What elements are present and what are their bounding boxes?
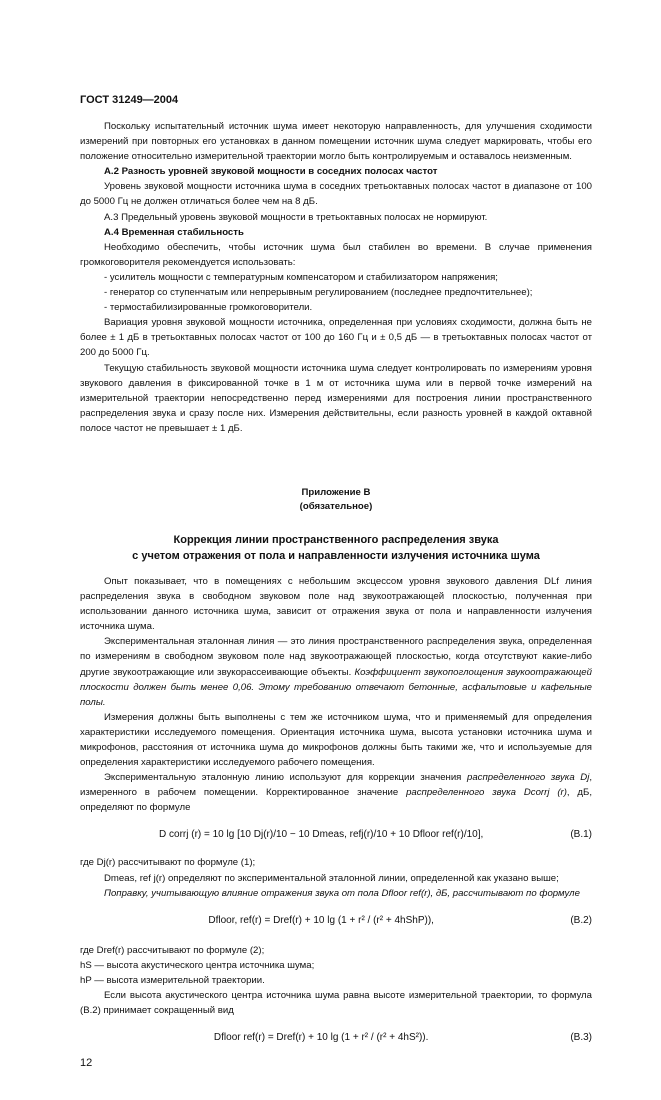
list-item: - усилитель мощности с температурным компенсатором и стабилизатором напряжения; [104,271,498,283]
paragraph: Уровень звуковой мощности источника шума в соседних третьоктавных полосах частот в диапазоне от 100 до 5000 Гц не должен отличаться более чем на 8 дБ. [80,181,592,208]
appendix-a-continued [80,119,592,436]
document-header: ГОСТ 31249—2004 [80,94,179,106]
page-number: 12 [80,1057,93,1070]
formula-b3 [80,1030,592,1046]
paragraph: А.3 Предельный уровень звуковой мощности в третьоктавных полосах не нормируют. [104,211,488,223]
formula-text: D corrj (r) = 10 lg [10 Dj(r)/10 − 10 Dmeas, refj(r)/10 + 10 Dfloor ref(r)/10], [159,829,484,841]
formula-text: Dfloor, ref(r) = Dref(r) + 10 lg (1 + r² / (r² + 4hShP)), [208,914,434,926]
formula-number: (В.1) [570,829,592,841]
paragraph [80,770,592,815]
italic-text: распределенного звука Dj [467,772,590,784]
text: Экспериментальную эталонную линию используют для коррекции значения [104,772,467,784]
italic-text: Коэффициент звукопоглощения звукоотражающей плоскости должен быть менее 0,06. Этому требованию отвечают бетонные, асфальтовые и кафельные полы. [80,666,592,708]
definition: Dmeas, ref j(r) определяют по экспериментальной эталонной линии, определенной как указано выше; [104,872,559,884]
formula-b2 [80,913,592,929]
paragraph: Вариация уровня звуковой мощности источника, определенная при условиях сходимости, должна быть не более ± 1 дБ в третьоктавных полосах частот от 100 до 160 Гц и ± 0,5 дБ — в третьоктавных полосах частот от 200 до 5000 Гц. [80,317,592,359]
appendix-title: Приложение В [301,486,371,498]
definition: hP — высота измерительной траектории. [80,974,265,986]
definition: где Dref(r) рассчитывают по формуле (2); [80,944,265,956]
heading-line: с учетом отражения от пола и направленности излучения источника шума [132,549,540,562]
formula-number: (В.3) [570,1032,592,1044]
definition: hS — высота акустического центра источника шума; [80,959,315,971]
definition: Поправку, учитывающую влияние отражения звука от пола Dfloor ref(r), дБ, рассчитывают по формуле [104,887,580,899]
text: , измеренного в рабочем помещении. Корректированное значение [80,772,592,799]
list-item: - термостабилизированные громкоговорители. [104,302,313,314]
paragraph: Необходимо обеспечить, чтобы источник шума был стабилен во времени. В случае применения громкоговорителя рекомендуется использовать: [80,241,592,268]
appendix-status: (обязательное) [299,500,373,512]
paragraph: Поскольку испытательный источник шума имеет некоторую направленность, для улучшения сходимости измерений при повторных его установках в данном помещении источник шума следует маркировать, чтобы его положение относительно измерительной траектории могло быть контролируемым и оставалось неизменным. [80,121,592,163]
paragraph: Опыт показывает, что в помещениях с небольшим эксцессом уровня звукового давления DLf линия распределения звука в свободном звуковом поле над звукоотражающей плоскостью, полученная при использовании данного источника шума, зависит от отражения звука от пола и направленности излучения источника шума. [80,575,592,633]
section-title: А.4 Временная стабильность [104,226,244,238]
paragraph: Если высота акустического центра источника шума равна высоте измерительной траектории, то формула (В.2) принимает сокращенный вид [80,990,592,1017]
italic-text: распределенного звука Dcorrj (r) [406,787,567,799]
text: , дБ, определяют по формуле [80,787,592,814]
paragraph [80,634,592,709]
where-block [80,855,592,900]
definition: где Dj(r) рассчитывают по формуле (1); [80,857,256,869]
formula-number: (В.2) [570,914,592,926]
paragraph: Текущую стабильность звуковой мощности источника шума следует контролировать по измерениям уровня звукового давления в фиксированной точке в 1 м от источника шума или в первой точке измерений на измерительной траектории непосредственно перед измерениями для построения линии пространственного распределения звука и сразу после них. Измерения действительны, если разность уровней в каждой октавной полосе частот не превышает ± 1 дБ. [80,362,592,434]
section-title: А.2 Разность уровней звуковой мощности в соседних полосах частот [104,166,438,178]
appendix-b-title [80,486,592,514]
where-block-2 [80,943,592,1018]
heading-line: Коррекция линии пространственного распределения звука [173,533,499,546]
text: Экспериментальная эталонная линия — это линия пространственного распределения звука, определенная по измерениям в свободном звуковом поле над звукоотражающей плоскостью, когда отсутствуют какие-либо другие звукоотражающие или звукорассеивающие объекты. [80,636,592,678]
appendix-b-body [80,574,592,816]
formula-text: Dfloor ref(r) = Dref(r) + 10 lg (1 + r² / (r² + 4hS²)). [213,1032,429,1044]
formula-b1 [80,827,592,843]
appendix-heading [80,532,592,564]
paragraph: Измерения должны быть выполнены с тем же источником шума, что и применяемый для определения характеристики исследуемого помещения. Ориентация источника шума, высота установки источника шума и микрофонов, расстояния от источника шума до микрофонов должны быть такими же, что и используемые для определения характеристики исследуемого рабочего помещения. [80,711,592,769]
list-item: - генератор со ступенчатым или непрерывным регулированием (последнее предпочтительнее); [104,287,533,299]
